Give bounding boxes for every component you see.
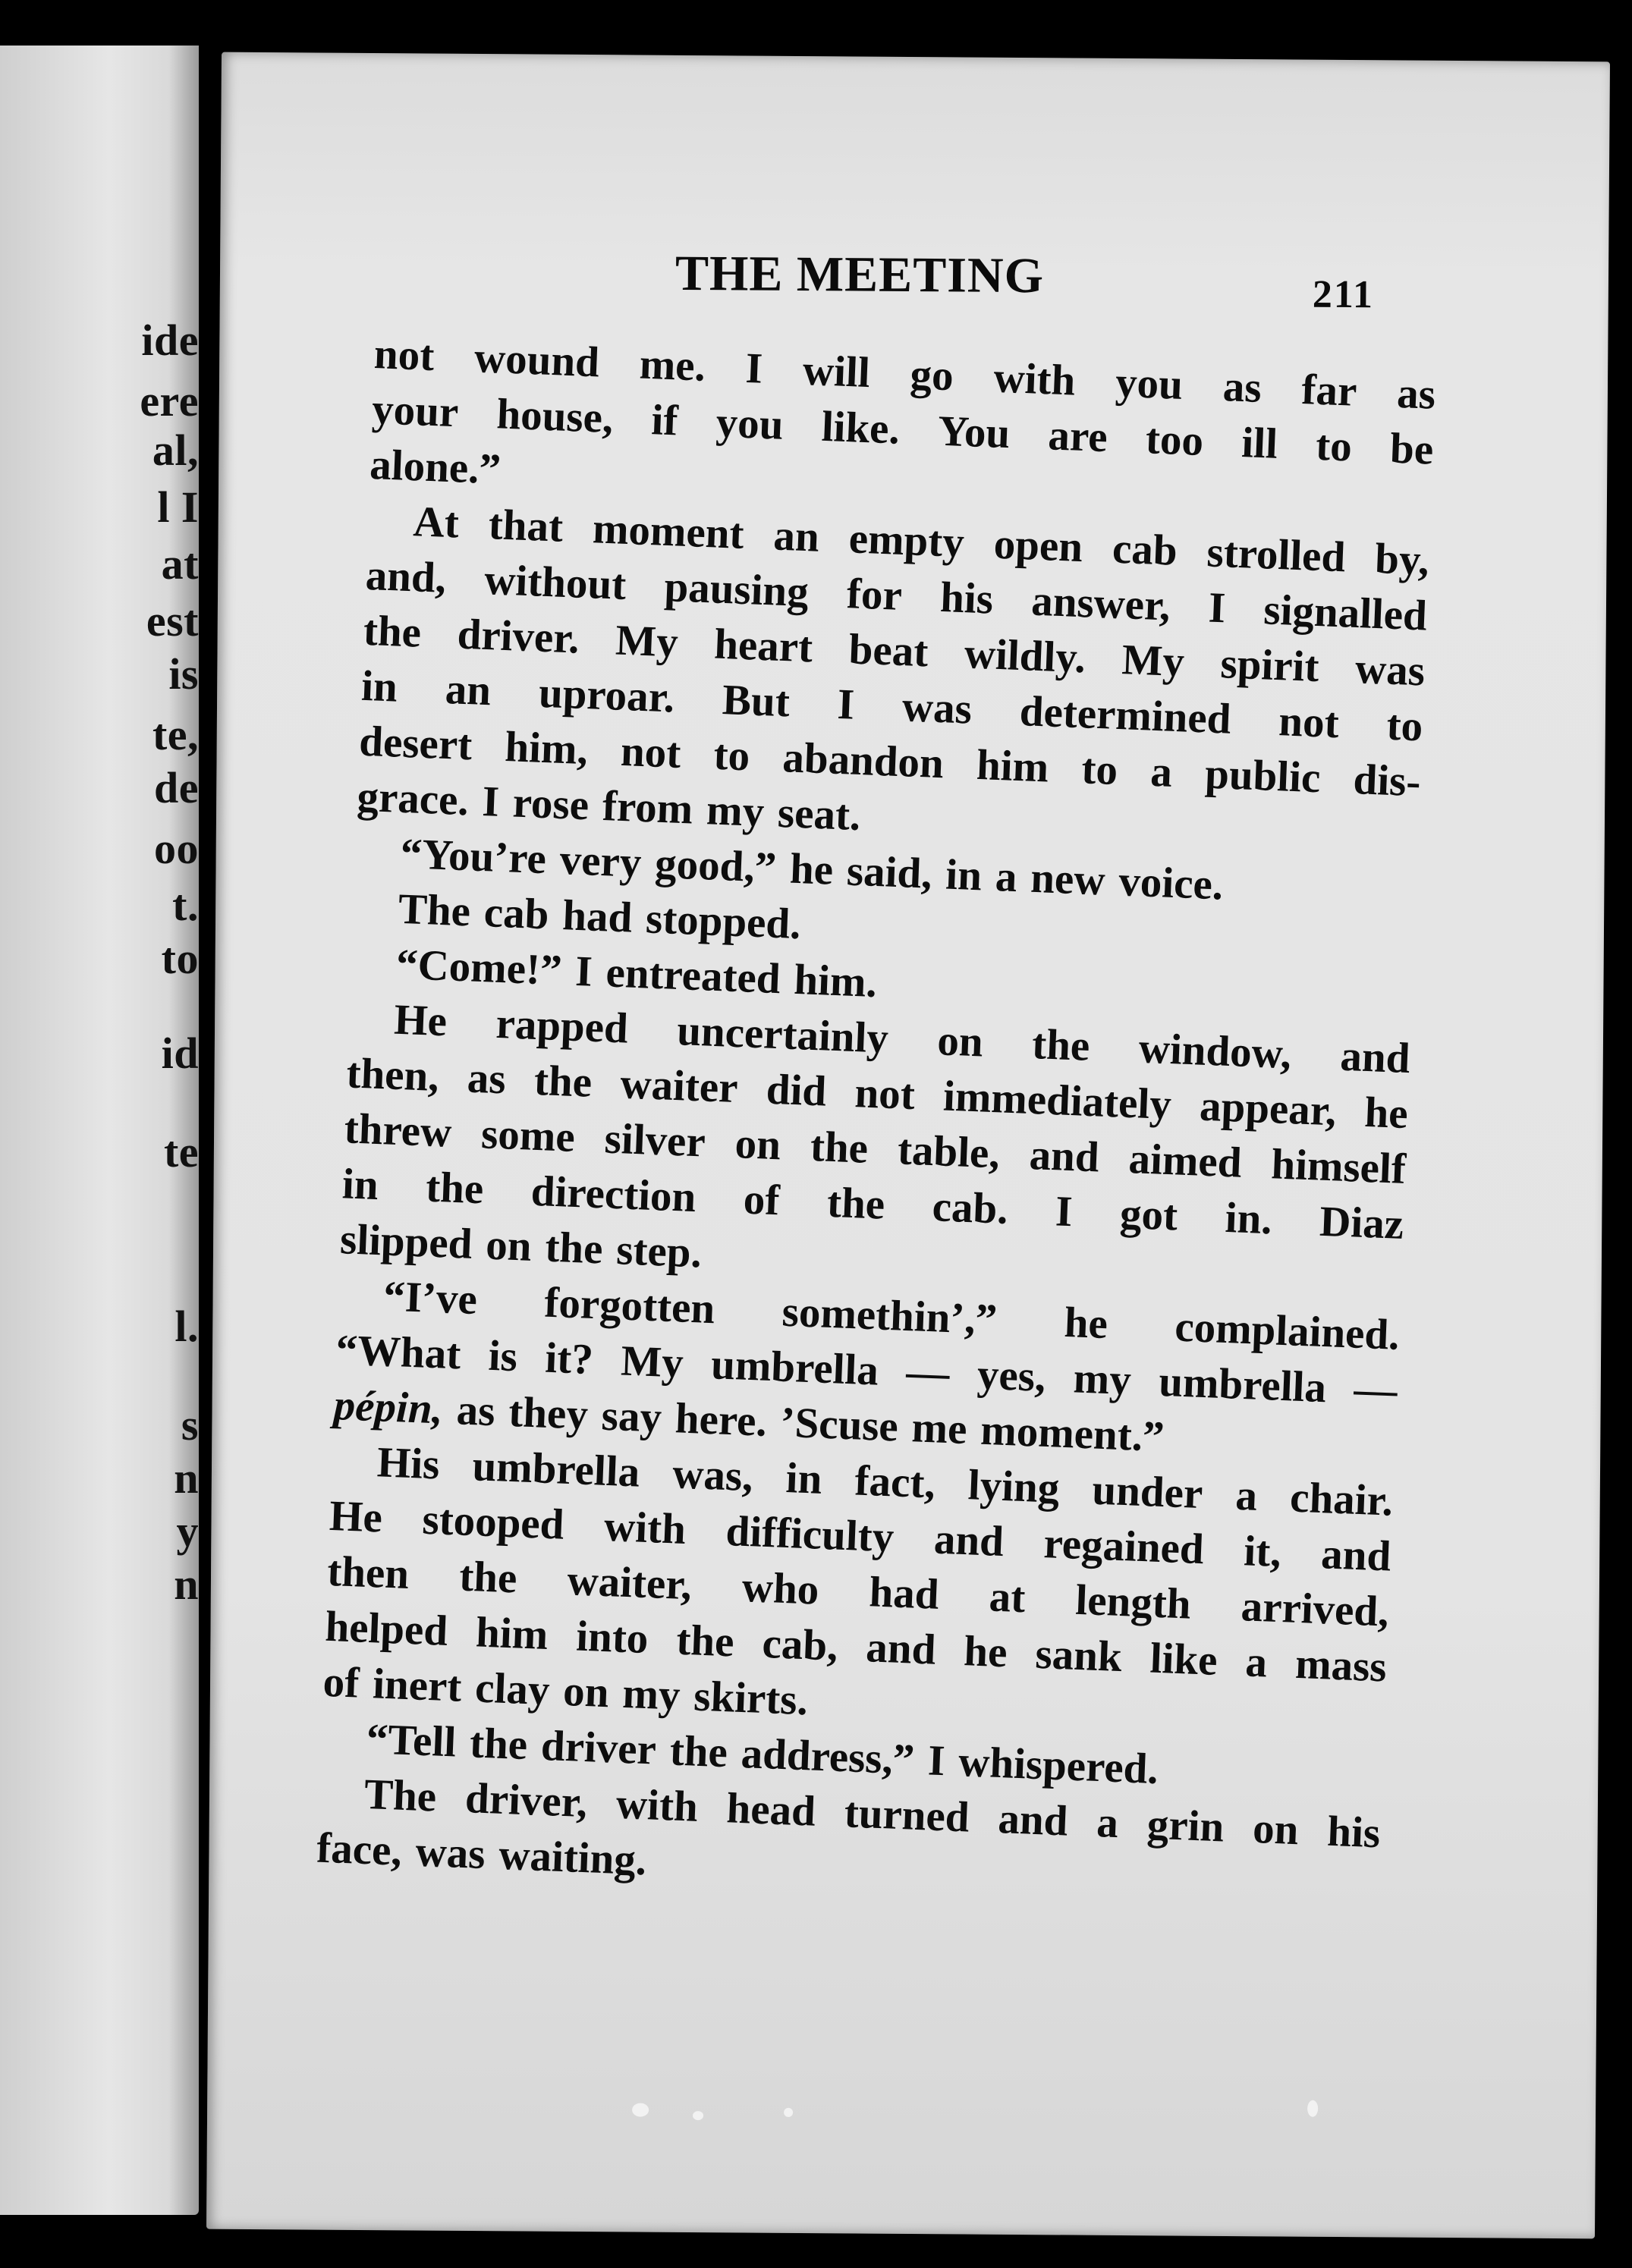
text-line: in an uproar. But I was determined not to xyxy=(360,661,1424,751)
text-line: “Come!” I entreated him. xyxy=(395,940,878,1007)
text-line: threw some silver on the table, and aimed himself xyxy=(343,1104,1407,1194)
text-line: of inert clay on my skirts. xyxy=(322,1657,809,1725)
facing-page-fragment: at xyxy=(161,539,199,589)
facing-page-fragment: te, xyxy=(152,710,199,759)
facing-page-fragment: ere xyxy=(140,376,199,426)
text-line: He stooped with difficulty and regained it, and xyxy=(329,1491,1392,1581)
text-line: your house, if you like. You are too ill to be xyxy=(371,385,1435,474)
text-line: “What is it? My umbrella — yes, my umbrella — xyxy=(335,1326,1398,1415)
facing-page-fragment: ide xyxy=(141,316,199,365)
facing-page-fragment: n xyxy=(174,1453,199,1503)
facing-page-fragment: id xyxy=(161,1029,199,1078)
text-line: alone.” xyxy=(369,440,502,494)
text-line: then, as the waiter did not immediately appear, he xyxy=(345,1049,1409,1139)
running-title: THE MEETING xyxy=(674,245,1045,304)
facing-page-fragment: te xyxy=(163,1127,199,1176)
page xyxy=(206,52,1610,2239)
text-line: in the direction of the cab. I got in. Diaz xyxy=(341,1160,1405,1249)
facing-page-fragment: is xyxy=(168,649,199,699)
facing-page-fragment: est xyxy=(146,596,199,646)
text-line: He rapped uncertainly on the window, and xyxy=(393,995,1411,1083)
facing-page-fragment: n xyxy=(174,1560,199,1609)
text-line: face, was waiting. xyxy=(316,1824,648,1885)
facing-page-fragment: to xyxy=(161,934,199,983)
text-line: the driver. My heart beat wildly. My spirit was xyxy=(362,606,1426,696)
text-line: helped him into the cab, and he sank like a mass xyxy=(324,1602,1388,1692)
facing-page-fragment: l. xyxy=(175,1302,199,1351)
paper-speck xyxy=(693,2111,703,2120)
facing-page-fragment: de xyxy=(154,763,199,812)
page-number: 211 xyxy=(1312,272,1375,317)
text-line: then the waiter, who had at length arrived, xyxy=(326,1547,1390,1636)
facing-page-fragment: al, xyxy=(152,426,199,475)
text-line: His umbrella was, in fact, lying under a chair. xyxy=(376,1438,1395,1525)
body-text xyxy=(316,326,1436,1916)
facing-page-fragment: l I xyxy=(157,482,199,532)
facing-page-fragment: oo xyxy=(154,824,199,873)
paper-speck xyxy=(784,2108,793,2117)
facing-page-edge xyxy=(0,46,199,2215)
text-line: grace. I rose from my seat. xyxy=(356,772,862,840)
facing-page-fragment: s xyxy=(181,1400,199,1450)
paper-speck xyxy=(1307,2100,1318,2117)
text-line: The driver, with head turned and a grin on his xyxy=(363,1770,1382,1858)
text-line: “I’ve forgotten somethin’,” he complained. xyxy=(382,1272,1401,1359)
text-line: pépin, as they say here. ’Scuse me moment.” xyxy=(332,1381,1165,1462)
text-line: “You’re very good,” he said, in a new voice. xyxy=(399,829,1225,909)
text-line: slipped on the step. xyxy=(339,1215,703,1277)
text-line: “Tell the driver the address,” I whispered. xyxy=(365,1715,1159,1794)
text-line: The cab had stopped. xyxy=(397,884,802,949)
paper-speck xyxy=(632,2103,649,2116)
page-header xyxy=(220,242,1609,320)
text-line: desert him, not to abandon him to a public dis- xyxy=(358,717,1422,806)
facing-page-fragment: y xyxy=(176,1506,199,1556)
text-line: and, without pausing for his answer, I signalled xyxy=(364,551,1429,640)
text-line: not wound me. I will go with you as far as xyxy=(373,330,1437,419)
facing-page-fragment: t. xyxy=(172,881,199,930)
text-line: At that moment an empty open cab strolled by, xyxy=(412,498,1430,585)
